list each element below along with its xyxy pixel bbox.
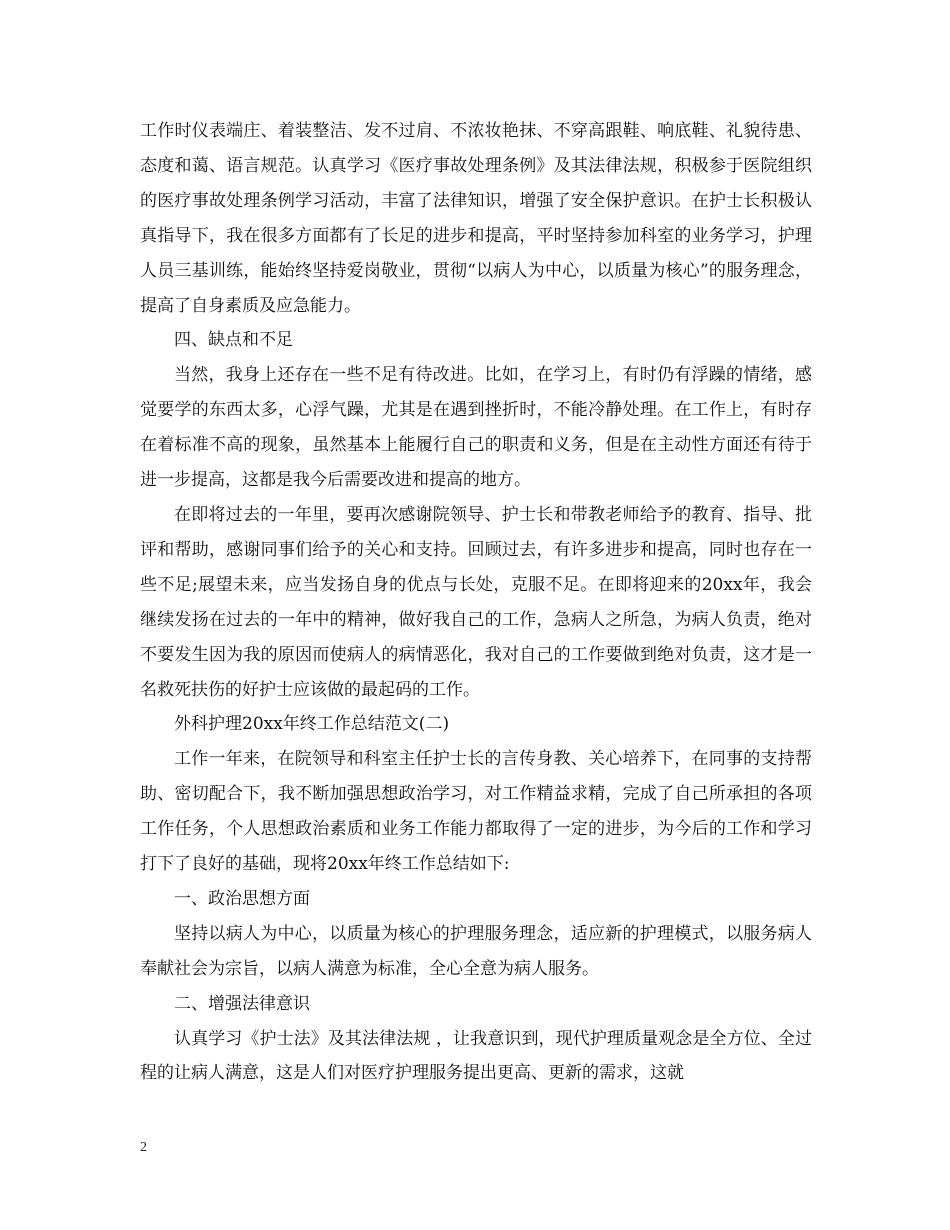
section-heading-legal: 二、增强法律意识 bbox=[174, 993, 310, 1014]
paragraph-2: 当然，我身上还存在一些不足有待改进。比如，在学习上，有时仍有浮躁的情绪，感觉要学的东西太多，心浮气躁，尤其是在遇到挫折时，不能冷静处理。在工作上，有时存在着标准不高的现象，虽然基本上能履行自己的职责和义务，但是在主动性方面还有待于进一步提高，这都是我今后需要改进和提高的地方。 bbox=[140, 365, 812, 491]
section-heading-political: 一、政治思想方面 bbox=[174, 888, 310, 909]
paragraph-1: 工作时仪表端庄、着装整洁、发不过肩、不浓妆艳抹、不穿高跟鞋、响底鞋、礼貌待患、态度和蔼、语言规范。认真学习《医疗事故处理条例》及其法律法规，积极参于医院组织的医疗事故处理条例学习活动，丰富了法律知识，增强了安全保护意识。在护士长积极认真指导下，我在很多方面都有了长足的进步和提高，平时坚持参加科室的业务学习，护理人员三基训练，能始终坚持爱岗敬业，贯彻“以病人为中心，以质量为核心”的服务理念，提高了自身素质及应急能力。 bbox=[140, 121, 812, 316]
paragraph-4: 工作一年来，在院领导和科室主任护士长的言传身教、关心培养下，在同事的支持帮助、密切配合下，我不断加强思想政治学习，对工作精益求精，完成了自己所承担的各项工作任务，个人思想政治素质和业务工作能力都取得了一定的进步，为今后的工作和学习打下了良好的基础，现将20xx年终工作总结如下: bbox=[140, 749, 812, 875]
section-heading-shortcomings: 四、缺点和不足 bbox=[174, 330, 293, 351]
paragraph-6: 认真学习《护士法》及其法律法规 ，让我意识到，现代护理质量观念是全方位、全过程的让病人满意，这是人们对医疗护理服务提出更高、更新的需求，这就 bbox=[140, 1028, 812, 1084]
paragraph-5: 坚持以病人为中心，以质量为核心的护理服务理念，适应新的护理模式，以服务病人奉献社会为宗旨，以病人满意为标准，全心全意为病人服务。 bbox=[140, 923, 812, 979]
section-heading-sample-two: 外科护理20xx年终工作总结范文(二) bbox=[174, 714, 450, 735]
page-number: 2 bbox=[140, 1140, 147, 1155]
document-body bbox=[140, 114, 812, 1091]
paragraph-3: 在即将过去的一年里，要再次感谢院领导、护士长和带教老师给予的教育、指导、批评和帮助，感谢同事们给予的关心和支持。回顾过去，有许多进步和提高，同时也存在一些不足;展望未来，应当发扬自身的优点与长处，克服不足。在即将迎来的20xx年，我会继续发扬在过去的一年中的精神，做好我自己的工作，急病人之所急，为病人负责，绝对不要发生因为我的原因而使病人的病情恶化，我对自己的工作要做到绝对负责，这才是一名救死扶伤的好护士应该做的最起码的工作。 bbox=[140, 504, 812, 700]
